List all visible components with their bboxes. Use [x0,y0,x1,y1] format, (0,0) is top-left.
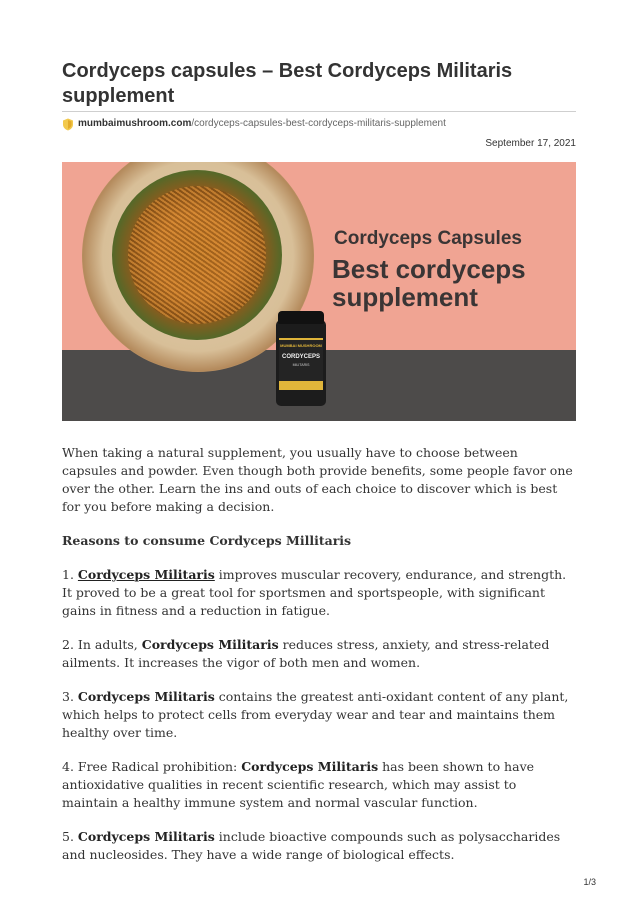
cordyceps-strands [128,186,266,324]
reason-term: Cordyceps Militaris [77,829,215,844]
hero-banner-image [62,162,576,421]
reason-term: Cordyceps Militaris [141,637,279,652]
jar-cap [278,311,324,324]
publish-date: September 17, 2021 [485,138,576,149]
intro-paragraph: When taking a natural supplement, you usually have to choose between capsules and powder. Even though both provide benefits, some people favor one over the other. Learn the ins and outs of each choice to discover which is best for you before making a decision. [62,445,573,514]
jar-label [279,338,323,390]
shield-icon [62,118,74,131]
reason-item-2 [62,636,576,672]
hero-heading-line1: Cordyceps Capsules [334,228,522,249]
jar-brand: MUMBAI MUSHROOM [280,343,322,348]
reason-text: reduces stress, anxiety, and stress-related ailments. It increases the vigor of both men and women. [62,637,550,670]
reason-prefix: 2. In adults, [62,637,142,652]
reason-item-3 [62,688,576,742]
reason-term: Cordyceps Militaris [77,689,215,704]
article-body [62,444,576,880]
jar-subtitle: MILITARIS [292,363,310,367]
reason-text: include bioactive compounds such as polysaccharides and nucleosides. They have a wide range of biological effects. [62,829,561,862]
source-line [62,116,576,132]
reason-item-5 [62,828,576,864]
supplement-jar [276,320,326,406]
reason-term: Cordyceps Militaris [241,759,379,774]
reason-item-4 [62,758,576,812]
source-path-link[interactable]: /cordyceps-capsules-best-cordyceps-militaris-supplement [191,118,446,129]
page-title: Cordyceps capsules – Best Cordyceps Militaris supplement [62,60,513,107]
jar-label-band [279,381,323,388]
reason-item-1 [62,566,576,620]
source-domain-link[interactable]: mumbaimushroom.com [78,118,192,129]
reason-text: contains the greatest anti-oxidant content of any plant, which helps to protect cells from everyday wear and tear and maintains them healthy over time. [62,689,569,740]
hero-heading-line2: Best cordyceps [332,254,526,284]
jar-product: CORDYCEPS [281,354,320,360]
title-divider [62,111,576,112]
reason-prefix: 3. [62,689,78,704]
reason-text: has been shown to have antioxidative qualities in recent scientific research, which may assist to maintain a healthy immune system and normal vascular function. [62,759,535,810]
reason-prefix: 1. [62,567,78,582]
reason-text: improves muscular recovery, endurance, and strength. It proved to be a great tool for sportsmen and sportspeople, with significant gains in fitness and a reduction in fatigue. [62,567,567,618]
reason-prefix: 4. Free Radical prohibition: [62,759,242,774]
hero-heading-line3: supplement [332,282,478,312]
page-number: 1/3 [583,877,596,887]
reasons-heading: Reasons to consume Cordyceps Millitaris [62,533,352,548]
cordyceps-militaris-link[interactable]: Cordyceps Militaris [77,567,215,582]
reason-prefix: 5. [62,829,78,844]
